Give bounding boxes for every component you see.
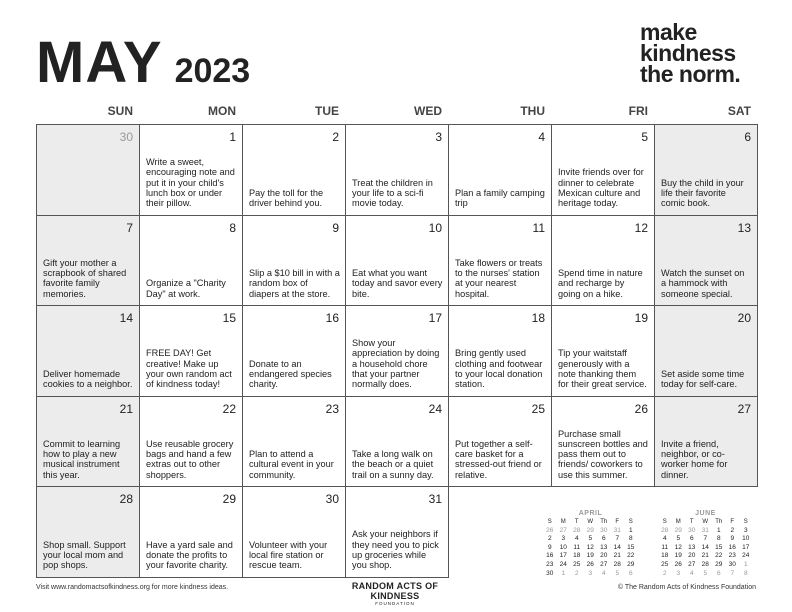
mini-day: 28 <box>573 526 581 534</box>
mini-weekday: W <box>702 519 709 525</box>
mini-weekday: T <box>689 519 694 525</box>
mini-day: 22 <box>715 552 723 560</box>
day-activity: Organize a "Charity Day" at work. <box>146 278 226 299</box>
mini-day: 14 <box>613 543 621 551</box>
day-cell <box>654 305 758 397</box>
day-cell <box>242 486 346 578</box>
day-number: 30 <box>325 492 339 506</box>
day-number: 29 <box>222 492 236 506</box>
day-number: 2 <box>332 130 339 144</box>
mini-day: 16 <box>728 543 736 551</box>
footer-website-note: Visit www.randomactsofkindness.org for more kindness ideas. <box>36 584 229 591</box>
day-cell <box>139 486 243 578</box>
brand-logo <box>640 19 770 87</box>
mini-day: 4 <box>574 535 579 543</box>
mini-day: 10 <box>742 535 750 543</box>
day-number: 31 <box>428 492 442 506</box>
weekday-sat: SAT <box>727 104 751 118</box>
mini-day: 26 <box>674 560 682 568</box>
mini-day: 29 <box>586 526 594 534</box>
mini-weekday: F <box>615 519 620 525</box>
day-number: 13 <box>737 220 751 235</box>
month-label: MAY <box>36 30 163 95</box>
day-cell <box>36 486 140 578</box>
mini-day: 3 <box>743 526 748 534</box>
day-activity: Tip your waitstaff generously with a note thanking them for their great service. <box>558 348 647 390</box>
day-activity: Invite friends over for dinner to celebrate Mexican culture and heritage today. <box>558 167 644 209</box>
mini-day: 10 <box>559 543 567 551</box>
day-cell <box>242 215 346 307</box>
day-activity: Have a yard sale and donate the profits to your favorite charity. <box>146 539 233 571</box>
mini-weekday: Th <box>715 519 723 525</box>
mini-weekday: S <box>547 519 552 525</box>
mini-weekday: W <box>587 519 594 525</box>
day-activity: Take a long walk on the beach or a quiet trail on a sunny day. <box>352 449 434 480</box>
mini-day: 8 <box>628 535 633 543</box>
day-activity: FREE DAY! Get creative! Make up your own random act of kindness today! <box>146 348 232 390</box>
mini-day: 9 <box>547 543 552 551</box>
mini-day: 22 <box>627 552 635 560</box>
day-activity: Ask your neighbors if they need you to pick up groceries while you shop. <box>352 529 439 571</box>
day-activity: Spend time in nature and recharge by going on a hike. <box>558 268 643 299</box>
day-number: 23 <box>325 401 339 416</box>
day-activity: Eat what you want today and savor every bite. <box>352 268 443 299</box>
mini-weekday: S <box>628 519 633 525</box>
mini-day: 4 <box>601 569 606 577</box>
mini-day: 2 <box>730 526 735 534</box>
day-number: 5 <box>641 130 648 144</box>
mini-day: 31 <box>701 526 709 534</box>
weekday-sun: SUN <box>107 104 133 118</box>
mini-day: 8 <box>716 535 721 543</box>
day-cell <box>654 215 758 307</box>
weekday-tue: TUE <box>315 104 339 118</box>
year-label: 2023 <box>174 52 251 90</box>
day-cell <box>448 396 552 488</box>
mini-day: 28 <box>701 560 709 568</box>
day-cell <box>654 396 758 488</box>
mini-day: 14 <box>701 543 709 551</box>
mini-day: 24 <box>559 560 567 568</box>
mini-day: 27 <box>559 526 567 534</box>
mini-day: 5 <box>703 569 708 577</box>
mini-day: 19 <box>674 552 682 560</box>
mini-day: 1 <box>561 569 566 577</box>
day-activity: Gift your mother a scrapbook of shared favorite family memories. <box>43 257 127 299</box>
day-cell <box>551 124 655 216</box>
day-cell <box>448 305 552 397</box>
footer-logo <box>330 581 460 606</box>
mini-day: 5 <box>676 535 681 543</box>
footer-logo-title: RANDOM ACTS OF KINDNESS <box>351 581 439 601</box>
day-number: 30 <box>119 130 133 144</box>
day-number: 10 <box>428 220 442 235</box>
mini-day: 31 <box>613 526 621 534</box>
mini-weekday: S <box>743 519 748 525</box>
day-number: 26 <box>634 401 648 416</box>
footer-copyright: © The Random Acts of Kindness Foundation <box>617 584 756 591</box>
day-number: 24 <box>428 401 442 416</box>
day-cell <box>345 124 449 216</box>
day-activity: Use reusable grocery bags and hand a few extras out to other shoppers. <box>146 438 234 480</box>
day-activity: Watch the sunset on a hammock with someone special. <box>661 268 745 299</box>
day-number: 15 <box>222 311 236 325</box>
day-activity: Slip a $10 bill in with a random box of diapers at the store. <box>249 268 340 299</box>
day-activity: Volunteer with your local fire station or rescue team. <box>249 539 328 571</box>
mini-weekday: T <box>574 519 579 525</box>
day-cell <box>36 396 140 488</box>
day-cell <box>551 396 655 488</box>
mini-day: 2 <box>547 535 552 543</box>
mini-day: 27 <box>688 560 696 568</box>
mini-weekday: F <box>730 519 735 525</box>
calendar-grid <box>36 124 757 577</box>
day-number: 20 <box>737 311 751 325</box>
day-cell <box>36 215 140 307</box>
mini-day: 17 <box>742 543 750 551</box>
mini-day: 27 <box>600 560 608 568</box>
mini-day: 18 <box>573 552 581 560</box>
day-number: 17 <box>428 311 442 325</box>
mini-day: 4 <box>689 569 694 577</box>
mini-day: 28 <box>613 560 621 568</box>
day-number: 12 <box>634 220 648 235</box>
day-cell <box>139 215 243 307</box>
mini-day: 18 <box>661 552 669 560</box>
mini-day: 1 <box>628 526 633 534</box>
day-number: 22 <box>222 401 236 416</box>
day-number: 3 <box>435 130 442 144</box>
day-number: 25 <box>531 401 545 416</box>
mini-day: 6 <box>689 535 694 543</box>
mini-day: 19 <box>586 552 594 560</box>
day-cell <box>654 124 758 216</box>
day-cell <box>551 305 655 397</box>
day-number: 28 <box>119 492 133 506</box>
mini-day: 3 <box>561 535 566 543</box>
footer-logo-sub: FOUNDATION <box>375 601 415 606</box>
mini-day: 1 <box>716 526 721 534</box>
day-number: 4 <box>538 130 545 144</box>
day-cell <box>345 486 449 578</box>
mini-day: 26 <box>546 526 554 534</box>
mini-weekday: M <box>560 519 566 525</box>
day-number: 9 <box>332 220 339 235</box>
mini-day: 2 <box>574 569 579 577</box>
mini-day: 12 <box>586 543 594 551</box>
day-activity: Pay the toll for the driver behind you. <box>249 187 324 209</box>
mini-day: 1 <box>743 560 748 568</box>
brand-line-3: the norm. <box>640 61 741 87</box>
day-activity: Purchase small sunscreen bottles and pass them out to friends/ coworkers to use this summer. <box>558 428 648 480</box>
day-cell <box>139 305 243 397</box>
mini-day: 29 <box>715 560 723 568</box>
mini-day: 29 <box>674 526 682 534</box>
day-number: 14 <box>119 311 133 325</box>
day-activity: Buy the child in your life their favorite comic book. <box>661 177 744 209</box>
day-activity: Show your appreciation by doing a household chore that your partner normally does. <box>352 338 440 390</box>
mini-calendar-title: JUNE <box>695 510 716 517</box>
day-activity: Set aside some time today for self-care. <box>661 368 745 390</box>
mini-day: 15 <box>627 543 635 551</box>
mini-day: 24 <box>742 552 750 560</box>
weekday-wed: WED <box>414 104 442 118</box>
day-activity: Commit to learning how to play a new musical instrument this year. <box>43 438 121 480</box>
mini-day: 3 <box>676 569 681 577</box>
mini-day: 5 <box>588 535 593 543</box>
mini-day: 15 <box>715 543 723 551</box>
day-activity: Donate to an endangered species charity. <box>249 358 332 390</box>
mini-day: 21 <box>701 552 709 560</box>
mini-day: 7 <box>730 569 735 577</box>
mini-day: 30 <box>600 526 608 534</box>
mini-day: 13 <box>688 543 696 551</box>
day-activity: Treat the children in your life to a sci-fi movie today. <box>352 177 433 209</box>
mini-day: 4 <box>662 535 667 543</box>
day-number: 18 <box>531 311 545 325</box>
mini-day: 7 <box>615 535 620 543</box>
mini-day: 6 <box>628 569 633 577</box>
day-cell <box>345 305 449 397</box>
day-cell <box>36 305 140 397</box>
day-number: 1 <box>229 130 236 144</box>
mini-day: 9 <box>730 535 735 543</box>
day-number: 19 <box>634 311 648 325</box>
mini-day: 30 <box>688 526 696 534</box>
day-cell <box>448 124 552 216</box>
day-cell <box>242 124 346 216</box>
day-activity: Shop small. Support your local mom and pop shops. <box>43 539 126 571</box>
weekday-mon: MON <box>208 104 236 118</box>
day-activity: Plan to attend a cultural event in your community. <box>249 449 334 480</box>
mini-weekday: Th <box>600 519 608 525</box>
mini-day: 21 <box>613 552 621 560</box>
mini-day: 26 <box>586 560 594 568</box>
day-number: 6 <box>744 130 751 144</box>
day-activity: Invite a friend, neighbor, or co-worker home for dinner. <box>661 438 728 480</box>
mini-day: 25 <box>573 560 581 568</box>
mini-day: 11 <box>661 543 669 551</box>
day-activity: Take flowers or treats to the nurses' station at your nearest hospital. <box>455 257 543 299</box>
mini-day: 20 <box>688 552 696 560</box>
mini-day: 25 <box>661 560 669 568</box>
day-cell <box>551 215 655 307</box>
weekday-header <box>36 104 757 122</box>
mini-day: 6 <box>716 569 721 577</box>
mini-day: 7 <box>703 535 708 543</box>
mini-day: 20 <box>600 552 608 560</box>
mini-day: 11 <box>573 543 581 551</box>
brand-line-1: make <box>640 19 697 45</box>
mini-day: 30 <box>728 560 736 568</box>
mini-day: 13 <box>600 543 608 551</box>
weekday-fri: FRI <box>628 104 648 118</box>
mini-day: 2 <box>662 569 667 577</box>
mini-calendar-title: APRIL <box>578 510 603 517</box>
mini-day: 5 <box>615 569 620 577</box>
day-number: 8 <box>229 220 236 235</box>
mini-weekday: S <box>662 519 667 525</box>
day-cell <box>242 396 346 488</box>
day-activity: Bring gently used clothing and footwear to your local donation station. <box>455 348 543 390</box>
day-activity: Write a sweet, encouraging note and put it in your child's lunch box or under their pillow. <box>146 157 235 209</box>
weekday-thu: THU <box>520 104 545 118</box>
mini-day: 8 <box>743 569 748 577</box>
mini-day: 6 <box>601 535 606 543</box>
mini-calendar-april <box>543 510 638 578</box>
day-cell <box>345 215 449 307</box>
day-cell <box>139 396 243 488</box>
day-cell <box>36 124 140 216</box>
day-number: 11 <box>532 220 545 235</box>
page-title <box>36 30 251 95</box>
day-activity: Put together a self-care basket for a stressed-out friend or relative. <box>455 438 542 480</box>
mini-day: 16 <box>546 552 554 560</box>
mini-day: 29 <box>627 560 635 568</box>
mini-weekday: M <box>675 519 681 525</box>
day-cell <box>139 124 243 216</box>
mini-day: 17 <box>559 552 567 560</box>
mini-calendar-june <box>658 510 753 578</box>
mini-day: 28 <box>661 526 669 534</box>
mini-day: 23 <box>546 560 554 568</box>
mini-calendar-days <box>543 518 638 578</box>
day-cell <box>242 305 346 397</box>
day-activity: Plan a family camping trip <box>455 187 545 209</box>
day-number: 16 <box>325 311 339 325</box>
brand-line-2: kindness <box>640 40 736 66</box>
day-number: 21 <box>119 401 133 416</box>
day-number: 7 <box>126 220 133 235</box>
mini-day: 30 <box>546 569 554 577</box>
day-cell <box>345 396 449 488</box>
mini-day: 3 <box>588 569 593 577</box>
day-activity: Deliver homemade cookies to a neighbor. <box>43 368 133 390</box>
mini-calendar-days <box>658 518 753 578</box>
mini-day: 23 <box>728 552 736 560</box>
mini-day: 12 <box>674 543 682 551</box>
day-number: 27 <box>737 401 751 416</box>
day-cell <box>448 215 552 307</box>
